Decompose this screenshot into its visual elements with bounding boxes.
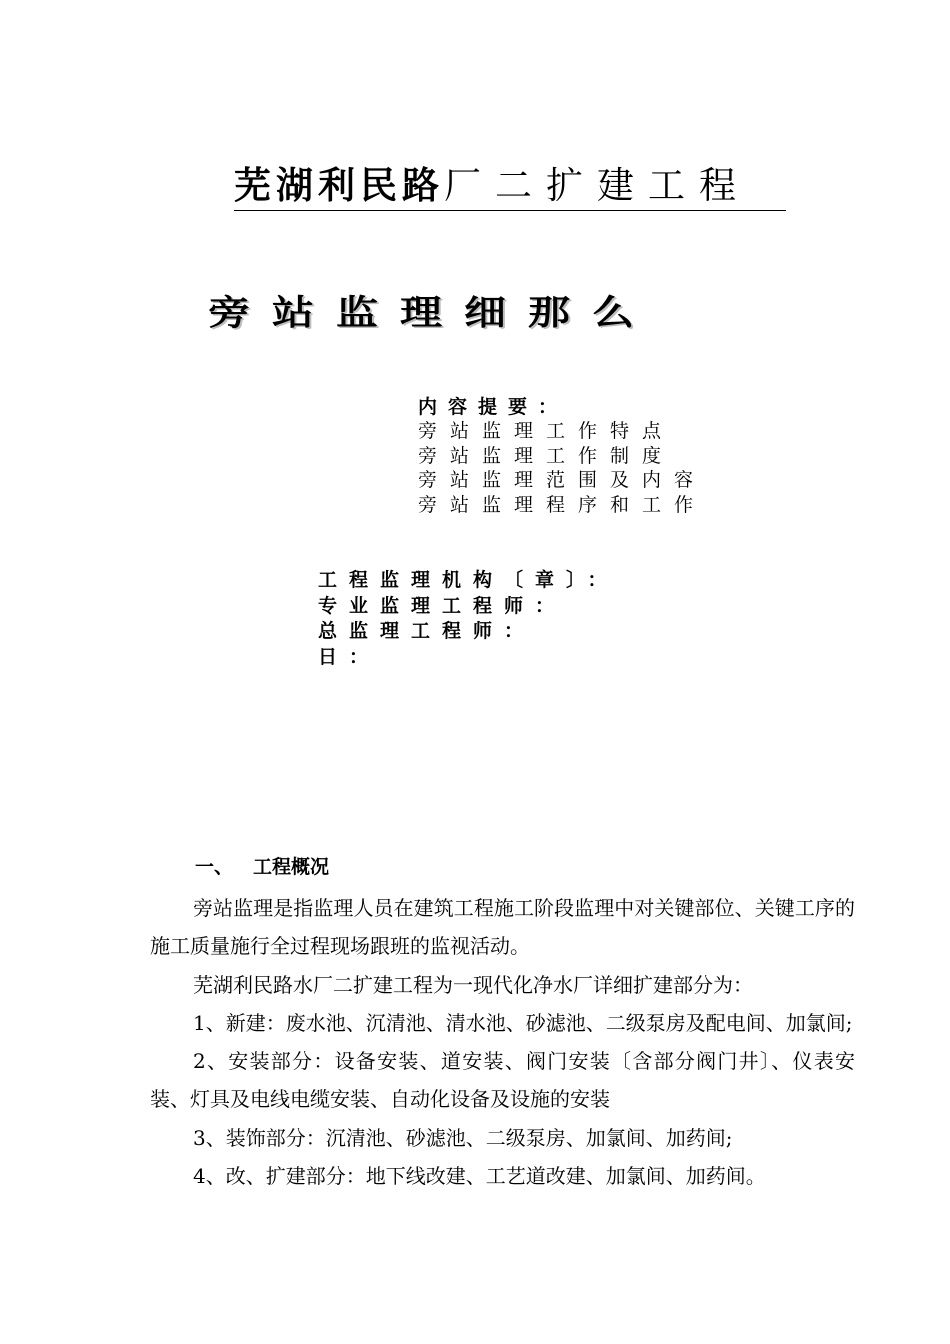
section-body [150,889,855,1195]
body-paragraph: 2、安装部分：设备安装、道安装、阀门安装〔含部分阀门井〕、仪表安装、灯具及电线电缆安装、自动化设备及设施的安装 [150,1049,855,1112]
signature-line-engineer: 专业监理工程师： [318,594,567,617]
document-subtitle: 旁站监理细那么 [208,292,657,333]
body-paragraph: 1、新建：废水池、沉清池、清水池、砂滤池、二级泵房及配电间、加氯间; [193,1010,853,1035]
body-paragraph: 旁站监理是指监理人员在建筑工程施工阶段监理中对关键部位、关键工序的施工质量施行全过程现场跟班的监视活动。 [150,896,855,959]
summary-item: 旁站监理范围及内容 [418,469,707,491]
signature-line-chief-engineer: 总监理工程师： [318,620,536,642]
section-title-text: 工程概况 [253,856,330,878]
summary-heading: 内容提要： [418,396,569,418]
signature-line-agency: 工程监理机构〔章〕： [318,569,619,591]
document-title [234,160,786,211]
signature-line-date: 日： [318,645,381,668]
signature-block [318,568,658,670]
summary-item: 旁站监理程序和工作 [418,493,707,516]
summary-item: 旁站监理工作制度 [418,444,675,467]
section-heading [195,854,329,880]
summary-item: 旁站监理工作特点 [418,420,675,442]
title-part-light: 厂二扩建工程 [444,164,750,207]
body-paragraph: 4、改、扩建部分：地下线改建、工艺道改建、加氯间、加药间。 [193,1164,766,1189]
summary-block [418,395,748,517]
body-paragraph: 芜湖利民路水厂二扩建工程为一现代化净水厂详细扩建部分为： [193,972,753,997]
section-number: 一、 [195,856,234,878]
body-paragraph: 3、装饰部分：沉清池、砂滤池、二级泵房、加氯间、加药间; [193,1125,733,1150]
title-part-bold: 芜湖利民路 [234,163,444,207]
